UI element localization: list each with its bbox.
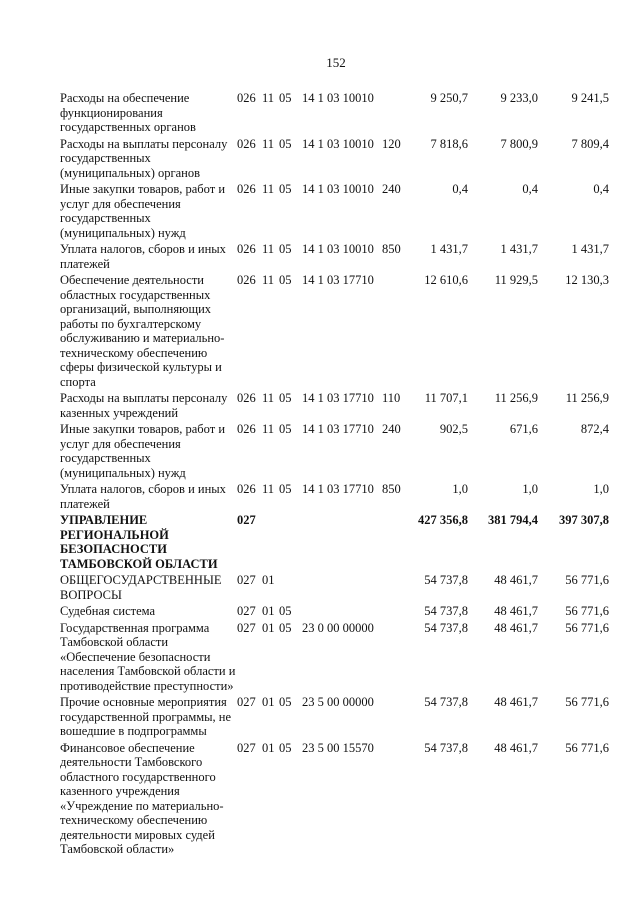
expense-name-line: спорта [60,374,96,389]
expense-type-code: 110 [382,391,401,405]
table-row [0,273,640,391]
expense-name [60,573,236,602]
amount-year-2: 9 233,0 [500,91,538,105]
expense-name-line: БЕЗОПАСНОСТИ [60,542,167,556]
expense-name-line: услуг для обеспечения [60,196,181,211]
subsection-code: 05 [279,422,292,436]
expense-name-line: Иные закупки товаров, работ и [60,422,226,436]
section-code: 01 [262,604,275,618]
target-article-code: 14 1 03 10010 [302,242,374,256]
subsection-code: 05 [279,695,292,709]
expense-name [60,741,236,857]
amount-year-3: 872,4 [580,422,609,436]
expense-name-line: РЕГИОНАЛЬНОЙ [60,527,169,542]
amount-year-3: 56 771,6 [565,573,609,587]
expense-name-line: государственной программы, не [60,709,232,724]
expense-name [60,621,236,694]
table-row [0,513,640,573]
amount-year-1: 9 250,7 [430,91,468,105]
target-article-code: 14 1 03 10010 [302,182,374,196]
amount-year-3: 0,4 [593,182,609,196]
amount-year-1: 54 737,8 [424,620,468,635]
amount-year-3: 397 307,8 [559,513,609,527]
expense-name-line: Иные закупки товаров, работ и [60,182,226,196]
amount-year-3: 56 771,6 [565,740,609,755]
section-code: 11 [262,391,275,405]
expense-name-line: вошедшие в подпрограммы [60,724,207,738]
expense-name-line: областных государственных [60,287,211,302]
ministry-code: 027 [237,573,256,587]
expense-name-line: государственных [60,451,151,465]
table-row [0,695,640,741]
expense-name [60,242,236,271]
amount-year-3: 1 431,7 [571,242,609,256]
table-row [0,741,640,859]
target-article-code: 14 1 03 10010 [302,136,374,151]
expense-name-line: (муниципальных) нужд [60,465,186,480]
amount-year-2: 671,6 [509,422,538,436]
subsection-code: 05 [279,273,292,287]
target-article-code: 23 0 00 00000 [302,620,374,635]
page-number: 152 [326,55,346,70]
amount-year-3: 56 771,6 [565,695,609,709]
expense-name-line: сферы физической культуры и [60,360,222,374]
ministry-code: 026 [237,91,256,105]
expense-type-code: 850 [382,242,401,256]
budget-table [0,91,640,859]
expense-name-line: «Обеспечение безопасности [60,649,211,664]
ministry-code: 026 [237,136,256,151]
amount-year-1: 902,5 [439,422,468,436]
amount-year-3: 11 256,9 [565,391,609,405]
section-code: 11 [262,273,275,287]
amount-year-2: 48 461,7 [494,604,538,618]
subsection-code: 05 [279,91,292,105]
expense-type-code: 240 [382,182,401,196]
expense-type-code: 240 [382,422,401,436]
ministry-code: 027 [237,740,256,755]
ministry-code: 027 [237,513,256,527]
expense-name-line: Уплата налогов, сборов и иных [60,482,226,496]
amount-year-3: 1,0 [593,482,609,496]
amount-year-1: 54 737,8 [424,740,468,755]
amount-year-2: 48 461,7 [494,695,538,709]
amount-year-1: 12 610,6 [424,273,468,287]
amount-year-1: 54 737,8 [424,573,468,587]
section-code: 11 [262,422,275,436]
section-code: 01 [262,573,275,587]
expense-name-line: Расходы на обеспечение [60,91,190,105]
expense-name [60,604,236,619]
expense-name-line: платежей [60,256,110,271]
subsection-code: 05 [279,604,292,618]
amount-year-3: 56 771,6 [565,620,609,635]
target-article-code: 14 1 03 17710 [302,482,374,496]
amount-year-1: 54 737,8 [424,695,468,709]
amount-year-3: 7 809,4 [571,136,609,151]
expense-name [60,695,236,739]
amount-year-1: 1 431,7 [430,242,468,256]
section-code: 11 [262,91,275,105]
expense-name-line: техническому обеспечению [60,345,208,360]
expense-name-line: Государственная программа [60,620,210,635]
table-row [0,621,640,696]
expense-name-line: государственных [60,211,151,225]
amount-year-3: 56 771,6 [565,604,609,618]
expense-name [60,91,236,135]
target-article-code: 14 1 03 17710 [302,422,374,436]
table-row [0,182,640,242]
expense-name-line: ОБЩЕГОСУДАРСТВЕННЫЕ [60,573,222,587]
expense-name-line: Уплата налогов, сборов и иных [60,242,226,256]
amount-year-2: 48 461,7 [494,573,538,587]
expense-name-line: Финансовое обеспечение [60,740,195,755]
expense-name-line: организаций, выполняющих [60,302,212,316]
table-row [0,422,640,482]
expense-name-line: УПРАВЛЕНИЕ [60,513,148,527]
amount-year-2: 1 431,7 [500,242,538,256]
expense-name-line: деятельности Тамбовского [60,755,203,769]
expense-name [60,391,236,420]
expense-name-line: «Учреждение по материально- [60,798,224,813]
expense-name [60,273,236,389]
expense-name-line: ТАМБОВСКОЙ ОБЛАСТИ [60,556,218,571]
section-code: 01 [262,620,275,635]
table-row [0,604,640,621]
expense-name-line: противодействие преступности» [60,678,234,693]
expense-name-line: (муниципальных) нужд [60,225,186,240]
expense-name-line: (муниципальных) органов [60,165,201,180]
ministry-code: 026 [237,242,256,256]
table-row [0,391,640,422]
section-code: 01 [262,740,275,755]
subsection-code: 05 [279,740,292,755]
expense-name [60,482,236,511]
section-code: 11 [262,182,275,196]
target-article-code: 14 1 03 17710 [302,391,374,405]
section-code: 11 [262,242,275,256]
expense-name-line: функционирования [60,105,163,120]
expense-name-line: областного государственного [60,769,216,784]
table-row [0,482,640,513]
expense-name-line: Расходы на выплаты персоналу [60,391,228,405]
amount-year-3: 12 130,3 [565,273,609,287]
expense-name-line: Обеспечение деятельности [60,273,205,287]
expense-name-line: платежей [60,496,110,511]
amount-year-1: 0,4 [452,182,468,196]
amount-year-2: 11 256,9 [494,391,538,405]
amount-year-2: 7 800,9 [500,136,538,151]
target-article-code: 14 1 03 10010 [302,91,374,105]
amount-year-1: 7 818,6 [430,136,468,151]
subsection-code: 05 [279,136,292,151]
amount-year-1: 54 737,8 [424,604,468,618]
amount-year-2: 1,0 [522,482,538,496]
amount-year-1: 427 356,8 [418,513,468,527]
ministry-code: 027 [237,695,256,709]
ministry-code: 026 [237,182,256,196]
subsection-code: 05 [279,620,292,635]
subsection-code: 05 [279,242,292,256]
expense-name-line: населения Тамбовской области и [60,664,236,678]
target-article-code: 14 1 03 17710 [302,273,374,287]
expense-name-line: Тамбовской области» [60,842,175,856]
expense-type-code: 120 [382,136,401,151]
amount-year-2: 48 461,7 [494,740,538,755]
subsection-code: 05 [279,182,292,196]
expense-name-line: Прочие основные мероприятия [60,695,227,709]
expense-name-line: Расходы на выплаты персоналу [60,136,228,151]
section-code: 01 [262,695,275,709]
amount-year-3: 9 241,5 [571,91,609,105]
ministry-code: 027 [237,620,256,635]
target-article-code: 23 5 00 15570 [302,740,374,755]
table-row [0,573,640,604]
ministry-code: 026 [237,391,256,405]
ministry-code: 027 [237,604,256,618]
expense-name-line: казенных учреждений [60,405,179,420]
expense-name-line: техническому обеспечению [60,813,208,827]
ministry-code: 026 [237,422,256,436]
expense-name [60,137,236,181]
expense-name [60,422,236,480]
expense-type-code: 850 [382,482,401,496]
subsection-code: 05 [279,482,292,496]
ministry-code: 026 [237,273,256,287]
section-code: 11 [262,482,275,496]
expense-name-line: казенного учреждения [60,784,180,798]
table-row [0,242,640,273]
amount-year-2: 381 794,4 [488,513,538,527]
amount-year-2: 48 461,7 [494,620,538,635]
expense-name-line: работы по бухгалтерскому [60,316,202,331]
amount-year-2: 11 929,5 [494,273,538,287]
subsection-code: 05 [279,391,292,405]
section-code: 11 [262,136,275,151]
amount-year-1: 11 707,1 [424,391,468,405]
expense-name [60,513,236,571]
expense-name-line: ВОПРОСЫ [60,587,122,602]
ministry-code: 026 [237,482,256,496]
expense-name-line: Судебная система [60,604,156,618]
amount-year-1: 1,0 [452,482,468,496]
expense-name-line: государственных [60,151,151,165]
expense-name-line: деятельности мировых судей [60,827,215,842]
amount-year-2: 0,4 [522,182,538,196]
expense-name-line: Тамбовской области [60,635,169,649]
table-row [0,137,640,183]
expense-name-line: услуг для обеспечения [60,436,181,451]
target-article-code: 23 5 00 00000 [302,695,374,709]
expense-name [60,182,236,240]
table-row [0,91,640,137]
expense-name-line: государственных органов [60,120,196,134]
expense-name-line: обслуживанию и материально- [60,331,225,345]
